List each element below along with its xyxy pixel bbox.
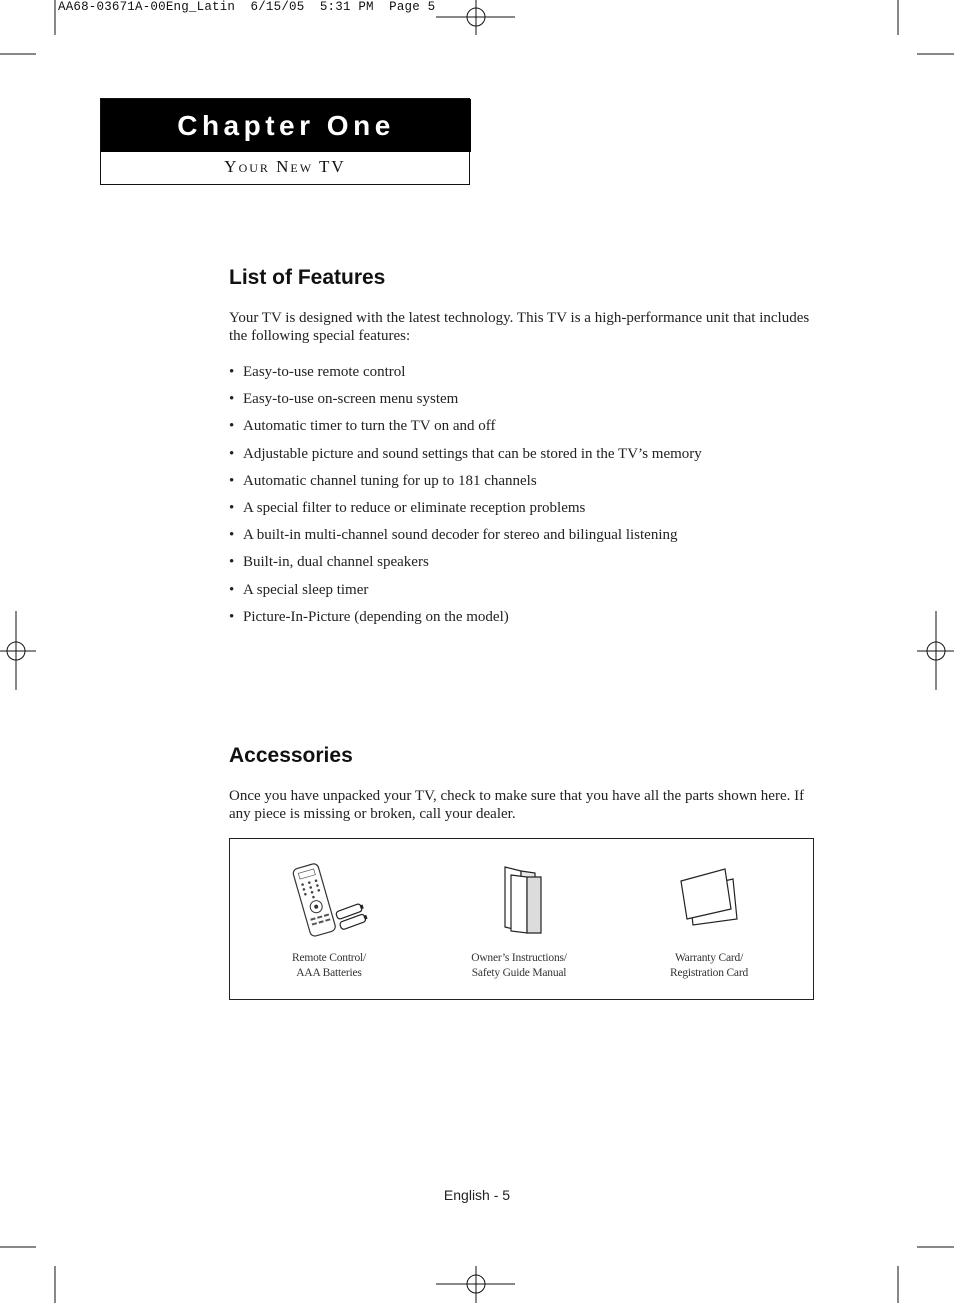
registration-mark-right xyxy=(917,611,954,690)
accessories-intro: Once you have unpacked your TV, check to make sure that you have all the parts shown here. If any piece is missing or broken, call your dealer. xyxy=(229,788,805,822)
accessory-remote xyxy=(239,859,419,981)
chapter-header xyxy=(100,98,470,185)
bullet: • xyxy=(229,527,235,544)
accessory-cards xyxy=(619,859,799,981)
features-intro: Your TV is designed with the latest technology. This TV is a high-performance unit that includes the following special features: xyxy=(229,310,810,344)
accessories-box xyxy=(229,838,814,1000)
registration-mark-left xyxy=(0,611,36,690)
list-item: • Easy-to-use remote control xyxy=(229,361,702,388)
list-item: • Automatic channel tuning for up to 181 channels xyxy=(229,470,702,497)
accessory-caption: Warranty Card/ Registration Card xyxy=(669,952,749,979)
list-item: • A special filter to reduce or eliminate reception problems xyxy=(229,497,702,524)
chapter-title: Chapter One xyxy=(101,99,471,152)
list-item: • A built-in multi-channel sound decoder for stereo and bilingual listening xyxy=(229,524,702,551)
list-item: • Picture-In-Picture (depending on the model) xyxy=(229,606,702,633)
list-item: • Adjustable picture and sound settings that can be stored in the TV’s memory xyxy=(229,443,702,470)
bullet: • xyxy=(229,472,235,489)
accessory-manuals xyxy=(429,859,609,981)
list-item: • Automatic timer to turn the TV on and off xyxy=(229,415,702,442)
bullet: • xyxy=(229,364,235,380)
accessory-caption: Remote Control/ AAA Batteries xyxy=(292,952,366,979)
accessories-heading: Accessories xyxy=(229,744,353,767)
features-heading: List of Features xyxy=(229,266,386,289)
remote-control-batteries-icon xyxy=(279,859,379,939)
accessory-caption: Owner’s Instructions/ Safety Guide Manual xyxy=(471,952,567,979)
bullet: • xyxy=(229,445,235,462)
chapter-subtitle: Your New TV xyxy=(224,157,346,176)
bullet: • xyxy=(229,418,235,435)
bullet: • xyxy=(229,499,235,516)
printer-slug-line: AA68-03671A-00Eng_Latin 6/15/05 5:31 PM Page 5 xyxy=(58,0,436,14)
list-item: • Built-in, dual channel speakers xyxy=(229,551,702,578)
list-item: • A special sleep timer xyxy=(229,579,702,606)
bullet: • xyxy=(229,391,235,408)
features-list xyxy=(229,361,702,633)
page-number: English - 5 xyxy=(443,1187,511,1203)
list-item: • Easy-to-use on-screen menu system xyxy=(229,388,702,415)
warranty-cards-icon xyxy=(659,859,759,939)
registration-mark-top xyxy=(436,0,515,35)
bullet: • xyxy=(229,608,235,625)
bullet: • xyxy=(229,581,235,598)
registration-mark-bottom xyxy=(436,1266,515,1303)
manual-booklets-icon xyxy=(469,859,569,939)
bullet: • xyxy=(229,554,235,571)
